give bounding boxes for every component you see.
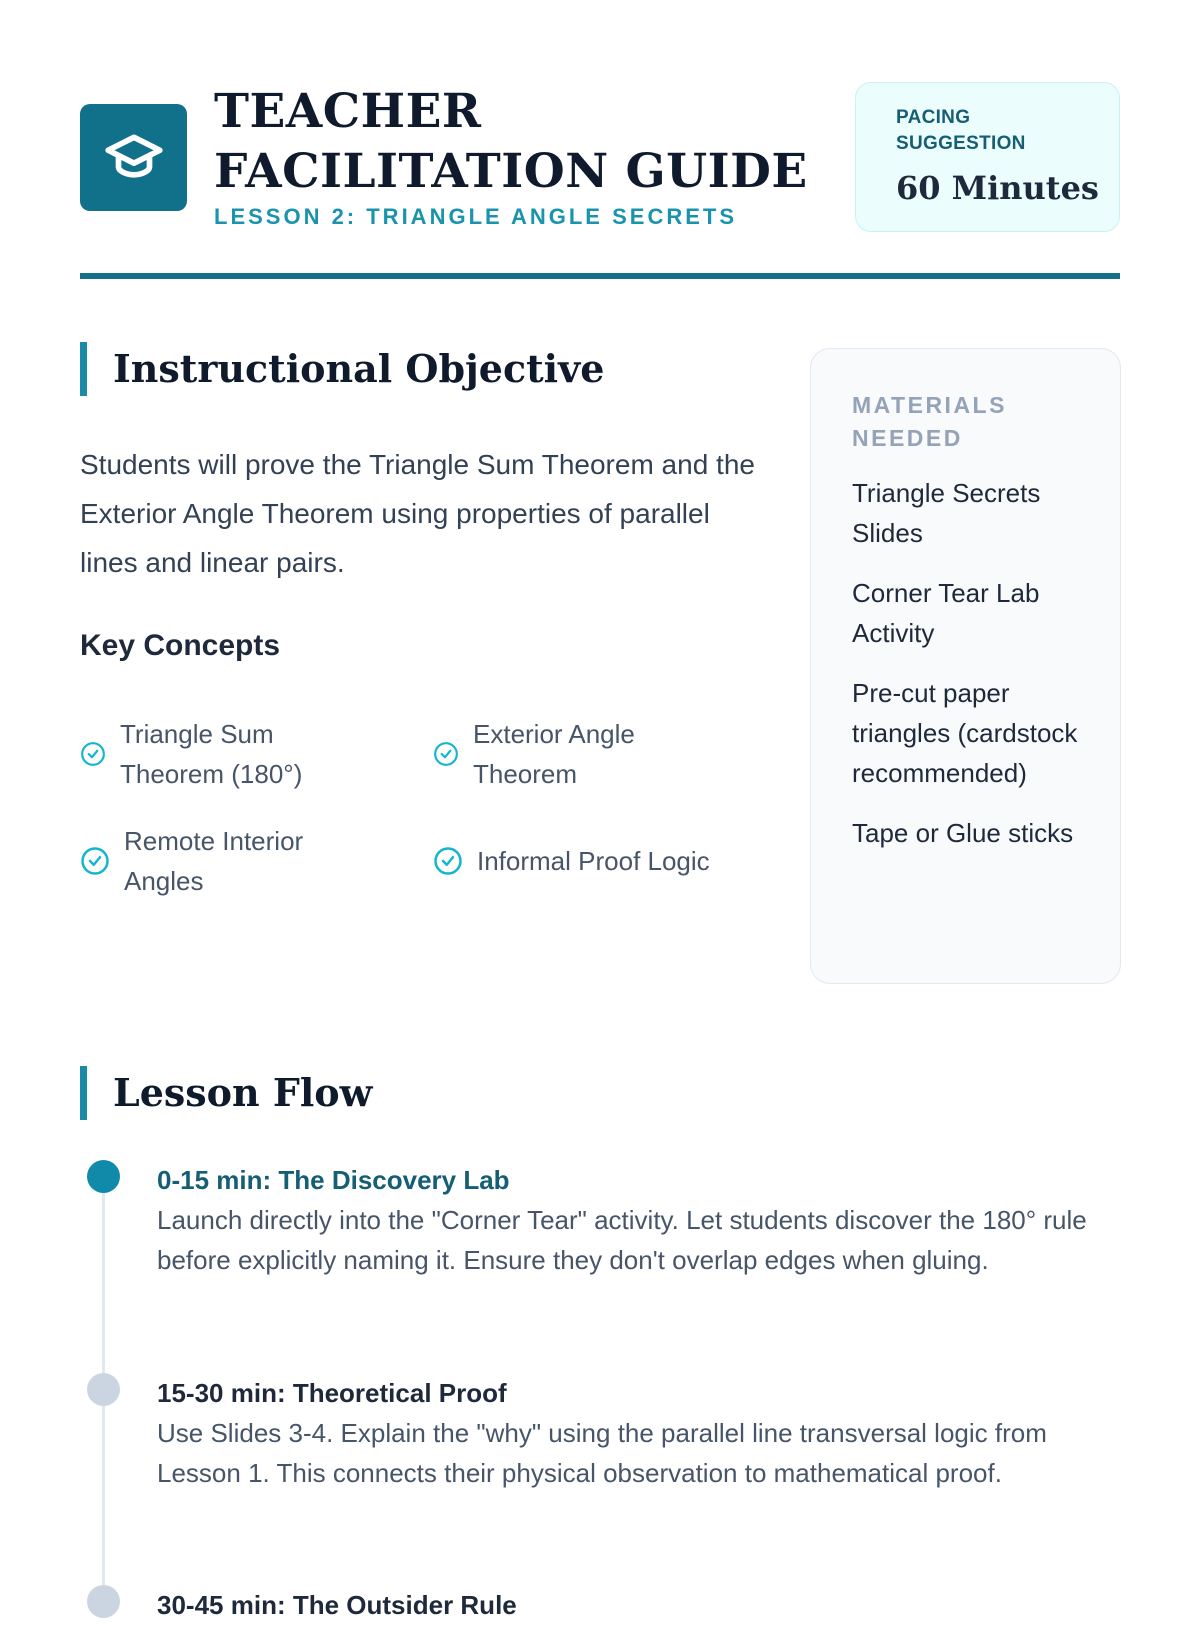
timeline-dot — [87, 1373, 120, 1406]
step-title: 30-45 min: The Outsider Rule — [157, 1590, 517, 1620]
concept-item — [433, 841, 763, 881]
step-title: 15-30 min: Theoretical Proof — [157, 1378, 507, 1408]
objective-text: Students will prove the Triangle Sum Theorem and the Exterior Angle Theorem using properties of parallel lines and linear pairs. — [80, 449, 755, 578]
concept-item — [80, 714, 380, 794]
pacing-label: PACING SUGGESTION — [896, 107, 1026, 154]
header-divider — [80, 273, 1120, 279]
check-circle-icon — [80, 846, 110, 876]
concept-item — [80, 821, 380, 901]
materials-item: Pre-cut paper triangles (cardstock recommended) — [852, 678, 1078, 788]
materials-item: Tape or Glue sticks — [852, 818, 1074, 848]
check-circle-icon — [433, 741, 459, 767]
concept-label: Informal Proof Logic — [477, 846, 710, 876]
pacing-value: 60 Minutes — [896, 169, 1099, 207]
graduation-cap-icon — [103, 127, 165, 189]
objective-heading: Instructional Objective — [80, 342, 604, 396]
lesson-flow-heading: Lesson Flow — [80, 1066, 372, 1120]
materials-list — [852, 473, 1090, 853]
timeline-dot — [87, 1585, 120, 1618]
lesson-subtitle: LESSON 2: TRIANGLE ANGLE SECRETS — [214, 204, 738, 229]
materials-item: Triangle Secrets Slides — [852, 478, 1041, 548]
pacing-card — [855, 82, 1120, 232]
timeline-step — [157, 1373, 1107, 1493]
materials-heading: MATERIALS NEEDED — [852, 392, 1007, 451]
timeline-dot-active — [87, 1160, 120, 1193]
step-description: Launch directly into the "Corner Tear" activity. Let students discover the 180° rule before explicitly naming it. Ensure they don't overlap edges when gluing. — [157, 1205, 1087, 1275]
materials-card — [810, 348, 1121, 984]
check-circle-icon — [433, 846, 463, 876]
materials-item: Corner Tear Lab Activity — [852, 578, 1040, 648]
step-title: 0-15 min: The Discovery Lab — [157, 1165, 510, 1195]
key-concepts-heading: Key Concepts — [80, 629, 281, 662]
timeline-step — [157, 1160, 1107, 1280]
step-description: Use Slides 3-4. Explain the "why" using the parallel line transversal logic from Lesson 1. This connects their physical observation to mathematical proof. — [157, 1418, 1047, 1488]
concept-label: Triangle Sum Theorem (180°) — [120, 719, 303, 789]
check-circle-icon — [80, 741, 106, 767]
logo-badge — [80, 104, 187, 211]
concept-item — [433, 714, 733, 794]
concept-label: Remote Interior Angles — [124, 826, 304, 896]
page-title: TEACHER FACILITATION GUIDE — [214, 84, 808, 199]
page-header — [80, 82, 1120, 232]
concept-label: Exterior Angle Theorem — [473, 719, 635, 789]
timeline-step — [157, 1585, 1107, 1625]
